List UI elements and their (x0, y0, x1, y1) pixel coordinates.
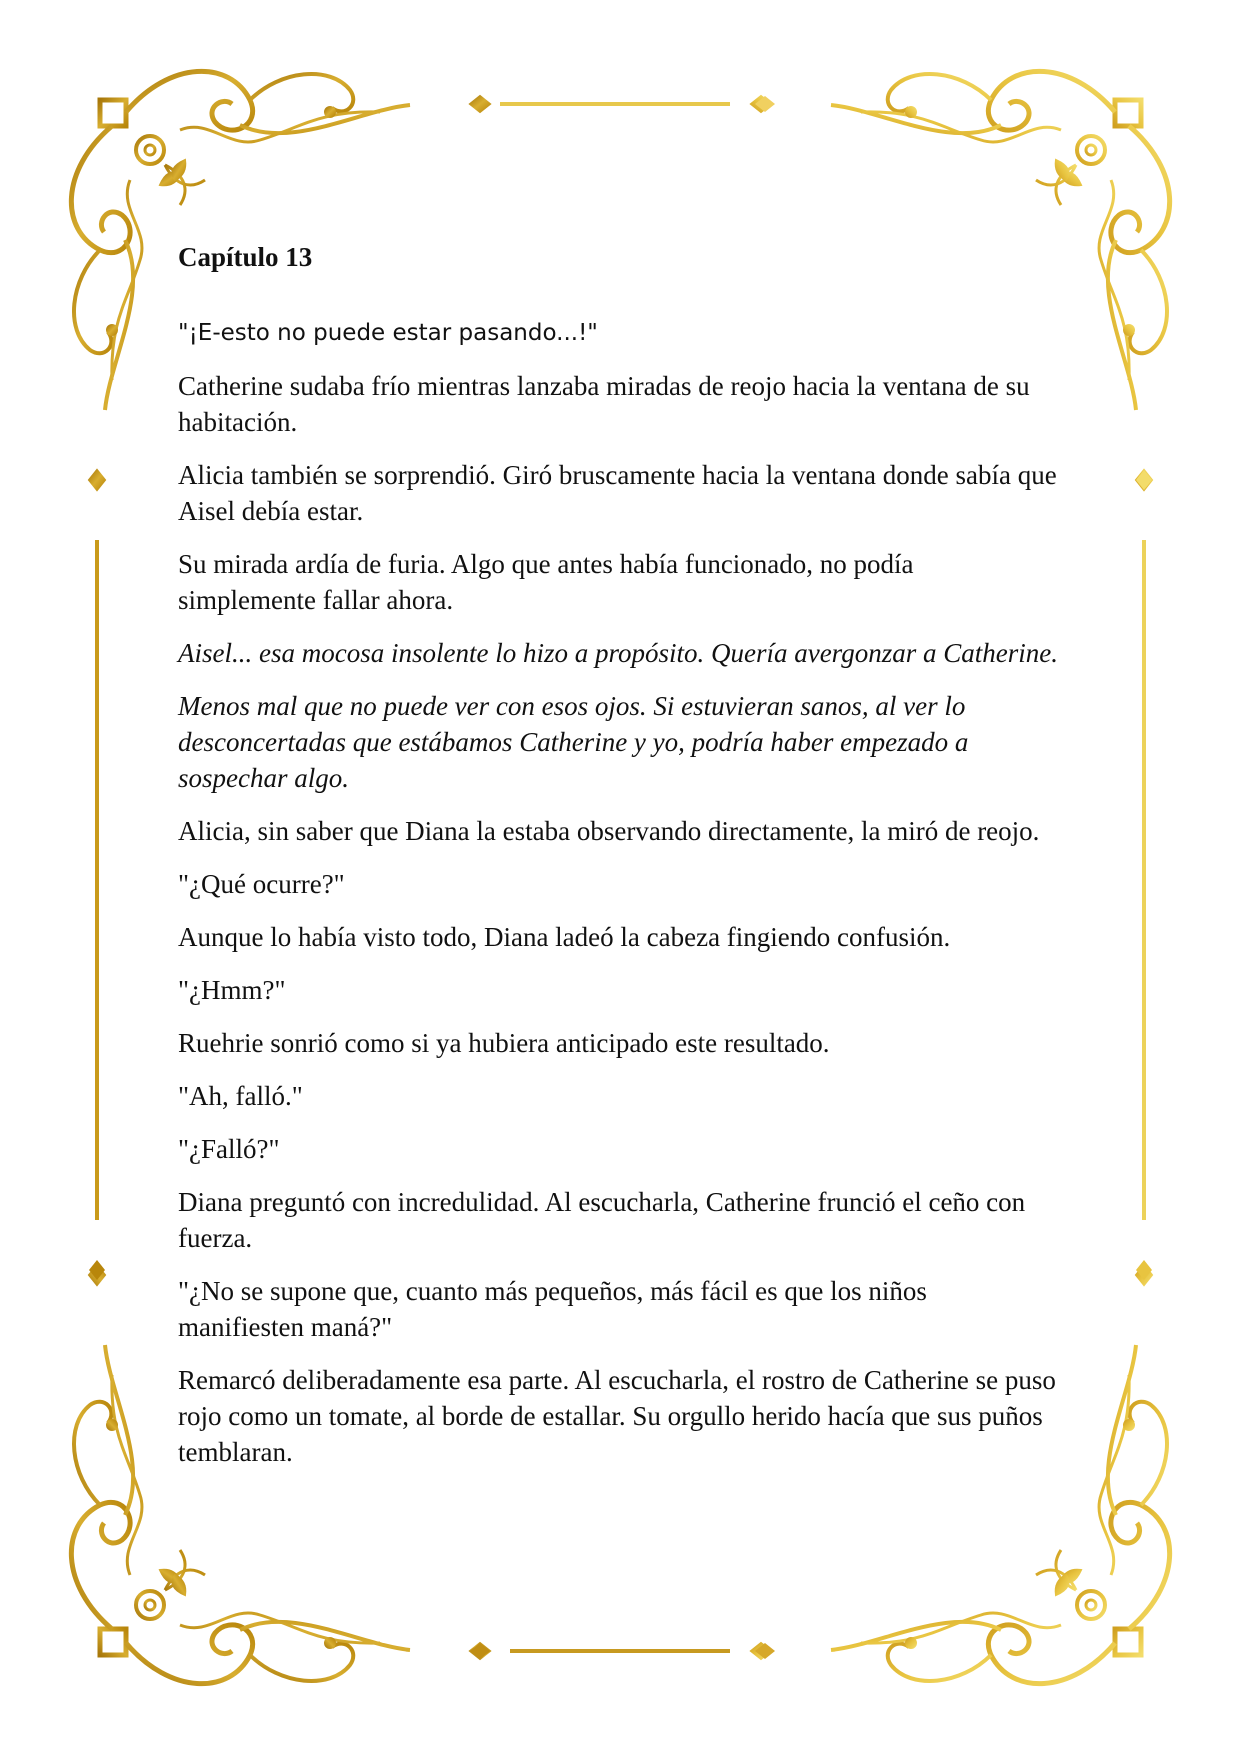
paragraph: Alicia también se sorprendió. Giró bruscamente hacia la ventana donde sabía que Aisel debía estar. (178, 460, 1057, 526)
paragraph-dialogue: "¿Qué ocurre?" (178, 869, 345, 899)
paragraph-thought: Aisel... esa mocosa insolente lo hizo a propósito. Quería avergonzar a Catherine. (178, 638, 1058, 668)
paragraph: Alicia, sin saber que Diana la estaba observando directamente, la miró de reojo. (178, 816, 1040, 846)
paragraph: Catherine sudaba frío mientras lanzaba miradas de reojo hacia la ventana de su habitación. (178, 371, 1030, 437)
paragraph: Diana preguntó con incredulidad. Al escucharla, Catherine frunció el ceño con fuerza. (178, 1187, 1026, 1253)
paragraph: Su mirada ardía de furia. Algo que antes había funcionado, no podía simplemente fallar ahora. (178, 549, 914, 615)
paragraph-dialogue: "¿Hmm?" (178, 975, 286, 1005)
paragraph: Ruehrie sonrió como si ya hubiera anticipado este resultado. (178, 1028, 830, 1058)
paragraph-dialogue: "¿Falló?" (178, 1134, 280, 1164)
paragraph: Remarcó deliberadamente esa parte. Al escucharla, el rostro de Catherine se puso rojo como un tomate, al borde de estallar. Su orgullo herido hacía que sus puños temblaran. (178, 1365, 1056, 1467)
paragraph: "¡E-esto no puede estar pasando...!" (178, 320, 598, 346)
chapter-title: Capítulo 13 (178, 242, 313, 272)
chapter-content (178, 240, 1058, 1487)
paragraph: Aunque lo había visto todo, Diana ladeó la cabeza fingiendo confusión. (178, 922, 951, 952)
paragraph-dialogue: "¿No se supone que, cuanto más pequeños, más fácil es que los niños manifiesten maná?" (178, 1276, 927, 1342)
paragraph-dialogue: "Ah, falló." (178, 1081, 303, 1111)
paragraph-thought: Menos mal que no puede ver con esos ojos. Si estuvieran sanos, al ver lo desconcertadas que estábamos Catherine y yo, podría haber empezado a sospechar algo. (178, 691, 969, 793)
